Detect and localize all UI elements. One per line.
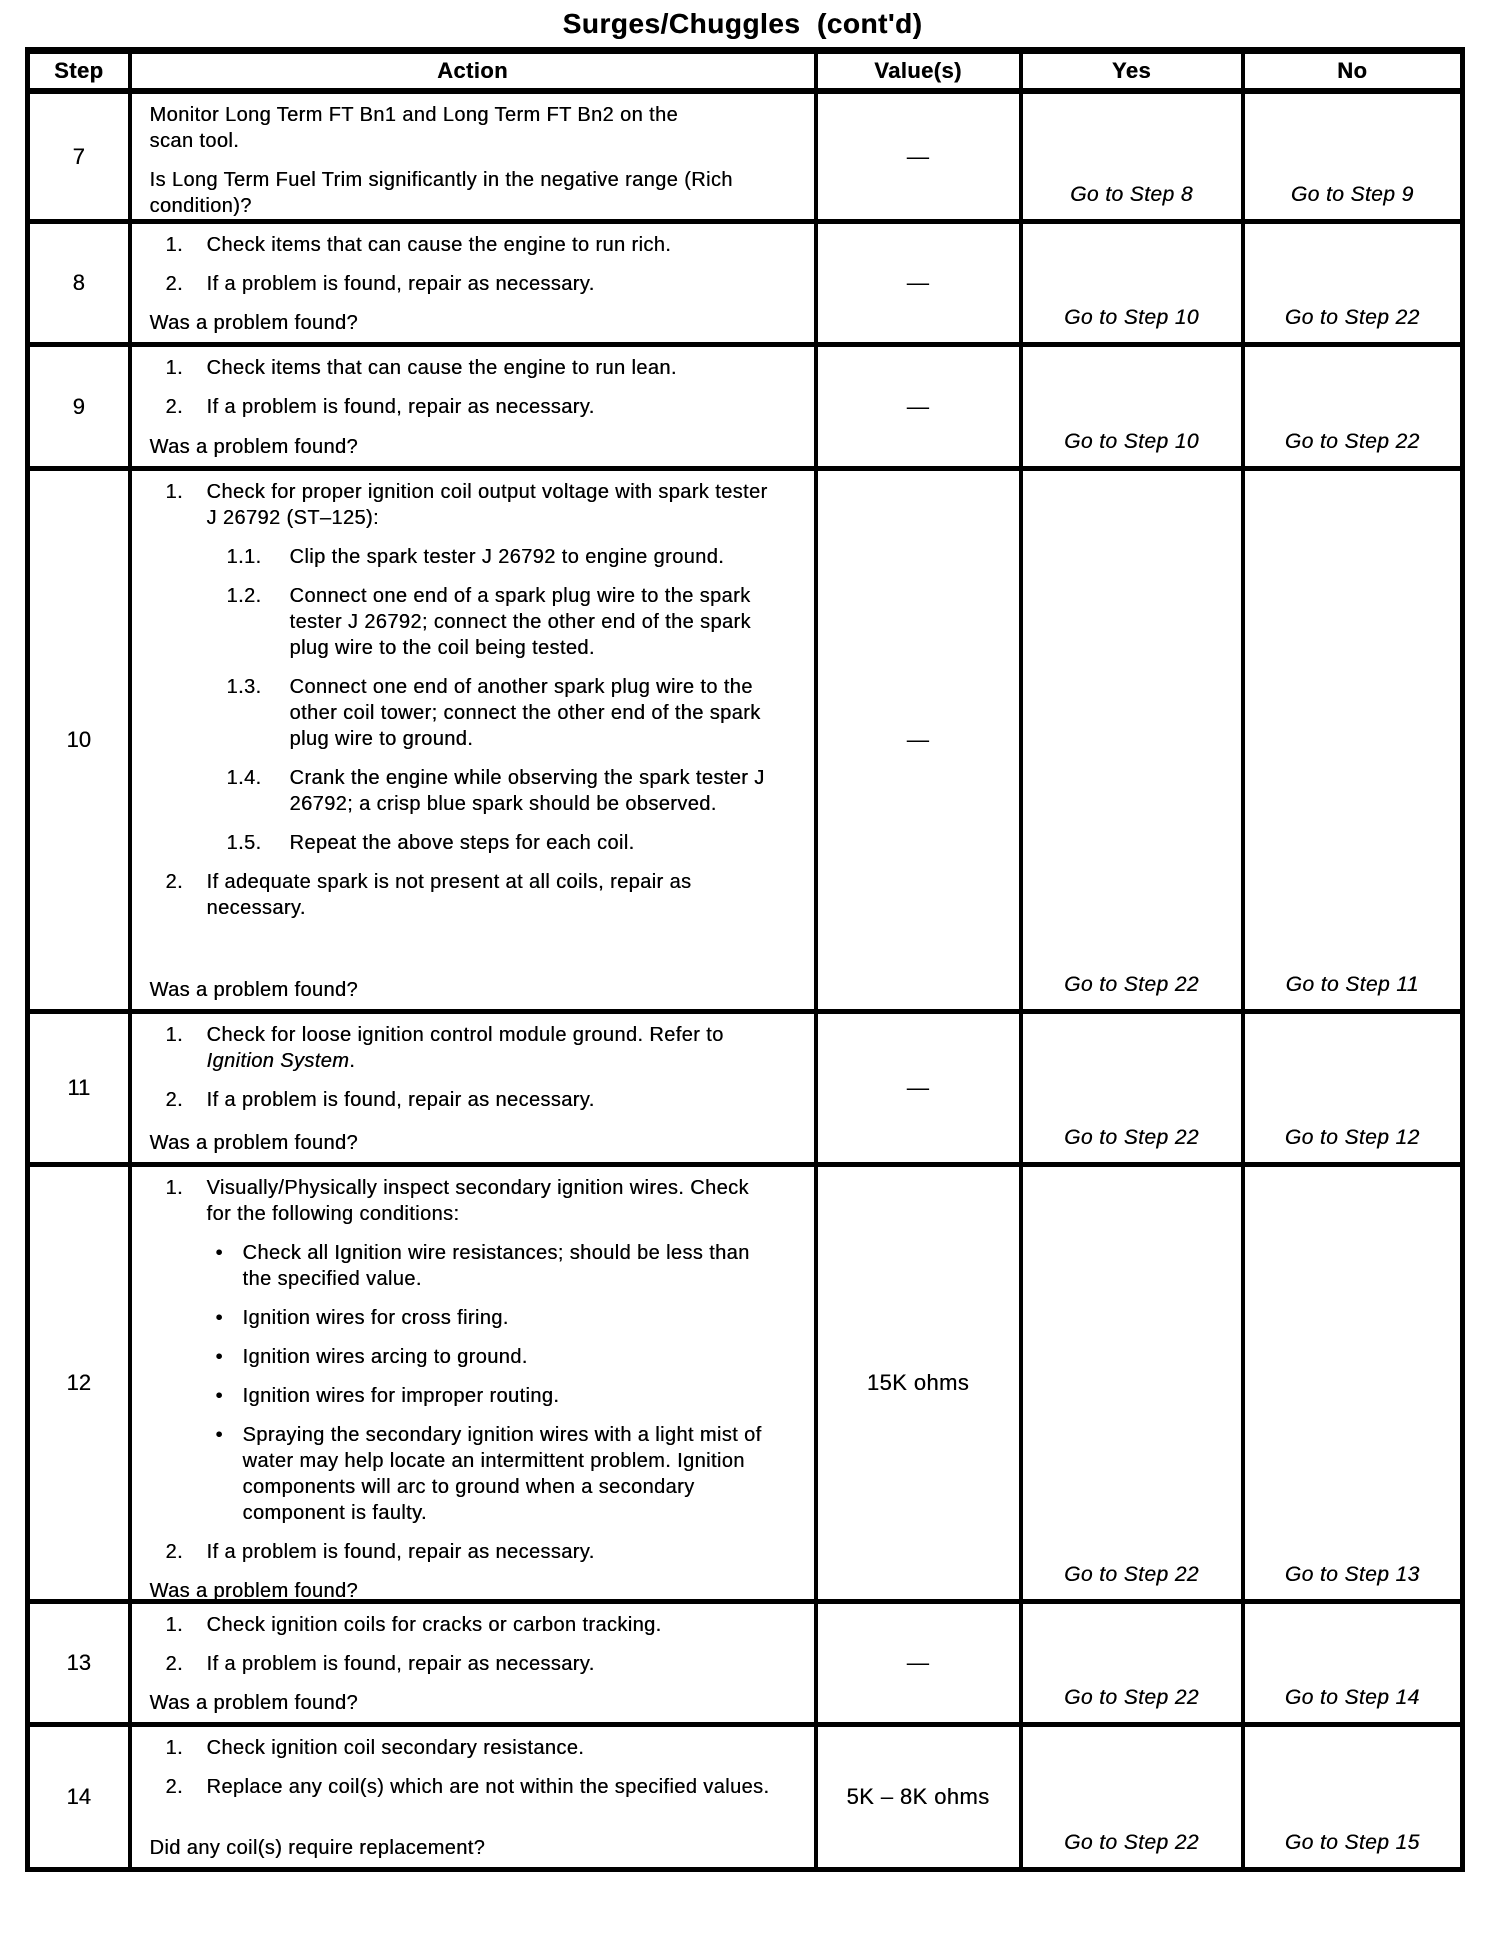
diagnostic-table [25, 47, 1465, 1872]
action-item-num [132, 1175, 774, 1227]
step-cell: 14 [28, 1725, 130, 1870]
action-list [132, 347, 814, 466]
table-row [28, 1012, 1463, 1165]
item-number: 2. [165, 273, 183, 295]
action-item-num [132, 1774, 774, 1800]
action-item-num [132, 394, 774, 420]
action-cell [130, 345, 816, 469]
action-text: Check for loose ignition control module ground. Refer to [206, 1024, 724, 1046]
action-item-bullet [132, 1383, 774, 1409]
item-number: 1.2. [226, 585, 262, 607]
value-cell: 5K – 8K ohms [816, 1725, 1021, 1870]
action-item-bullet [132, 1305, 774, 1331]
action-item-sub [132, 544, 774, 570]
item-text: If a problem is found, repair as necessary. [206, 1653, 595, 1675]
item-text: Spraying the secondary ignition wires with a light mist of water may help locate an intermittent problem. Ignition components will arc to ground when a secondary component is faulty. [242, 1424, 762, 1524]
action-cell [130, 1725, 816, 1870]
no-cell: Go to Step 12 [1243, 1012, 1463, 1165]
item-text: Clip the spark tester J 26792 to engine ground. [289, 546, 725, 568]
action-item-num [132, 1022, 774, 1074]
action-list [132, 1167, 814, 1602]
action-cell [130, 1012, 816, 1165]
column-header-step: Step [28, 51, 130, 92]
yes-cell: Go to Step 10 [1021, 222, 1243, 345]
action-item-question: Was a problem found? [149, 1692, 358, 1714]
action-item-num [132, 355, 774, 381]
no-cell: Go to Step 15 [1243, 1725, 1463, 1870]
yes-cell: Go to Step 22 [1021, 1725, 1243, 1870]
item-text: Check items that can cause the engine to run rich. [206, 234, 672, 256]
yes-cell: Go to Step 8 [1021, 91, 1243, 222]
item-number: 1. [165, 1737, 183, 1759]
action-item-num [132, 869, 774, 921]
column-header-values: Value(s) [816, 51, 1021, 92]
table-row [28, 345, 1463, 469]
item-number: 2. [165, 1776, 183, 1798]
no-cell: Go to Step 14 [1243, 1602, 1463, 1725]
table-row [28, 1165, 1463, 1602]
table-body [28, 91, 1463, 1870]
item-text: Check all Ignition wire resistances; should be less than the specified value. [242, 1242, 750, 1290]
table-row [28, 91, 1463, 222]
action-item-num [132, 1651, 774, 1677]
item-number: 2. [165, 396, 183, 418]
item-text: Check items that can cause the engine to run lean. [206, 357, 677, 379]
yes-cell: Go to Step 22 [1021, 1602, 1243, 1725]
no-cell: Go to Step 9 [1243, 91, 1463, 222]
action-item-num [132, 1735, 774, 1761]
value-cell: — [816, 1602, 1021, 1725]
bullet-marker: • [215, 1346, 223, 1368]
no-cell: Go to Step 22 [1243, 345, 1463, 469]
action-list [132, 94, 814, 219]
action-item-question: Is Long Term Fuel Trim significantly in the negative range (Rich condition)? [149, 169, 733, 217]
item-text: Connect one end of another spark plug wire to the other coil tower; connect the other end of the spark plug wire to ground. [289, 676, 761, 750]
no-cell: Go to Step 13 [1243, 1165, 1463, 1602]
column-header-no: No [1243, 51, 1463, 92]
action-item-bullet [132, 1344, 774, 1370]
item-number: 1. [165, 234, 183, 256]
item-number: 1.3. [226, 676, 262, 698]
action-item-num [132, 1612, 774, 1638]
action-item-sub [132, 583, 774, 661]
item-text: Check ignition coil secondary resistance. [206, 1737, 585, 1759]
item-text: If a problem is found, repair as necessary. [206, 273, 595, 295]
item-text: Visually/Physically inspect secondary ignition wires. Check for the following conditions: [206, 1177, 749, 1225]
bullet-marker: • [215, 1385, 223, 1407]
item-number: 1.5. [226, 832, 262, 854]
item-text: Ignition wires for improper routing. [242, 1385, 560, 1407]
action-cell [130, 1165, 816, 1602]
action-item-num [132, 479, 774, 531]
value-cell: — [816, 91, 1021, 222]
item-number: 2. [165, 1089, 183, 1111]
yes-cell: Go to Step 22 [1021, 1165, 1243, 1602]
action-item-question: Was a problem found? [149, 312, 358, 334]
item-text: Ignition wires for cross firing. [242, 1307, 509, 1329]
step-cell: 13 [28, 1602, 130, 1725]
column-header-action: Action [130, 51, 816, 92]
item-number: 1. [165, 1177, 183, 1199]
action-cell [130, 469, 816, 1012]
step-cell: 11 [28, 1012, 130, 1165]
yes-cell: Go to Step 22 [1021, 1012, 1243, 1165]
item-number: 1.1. [226, 546, 262, 568]
action-item-question: Did any coil(s) require replacement? [149, 1837, 486, 1859]
italic-reference-text: Ignition System [206, 1050, 350, 1072]
item-number: 1.4. [226, 767, 262, 789]
item-text: If a problem is found, repair as necessary. [206, 396, 595, 418]
item-number: 2. [165, 1541, 183, 1563]
item-text: If a problem is found, repair as necessary. [206, 1541, 595, 1563]
item-number: 1. [165, 357, 183, 379]
item-number: 1. [165, 481, 183, 503]
item-text: Crank the engine while observing the spark tester J 26792; a crisp blue spark should be observed. [289, 767, 765, 815]
item-number: 1. [165, 1614, 183, 1636]
bullet-marker: • [215, 1424, 223, 1446]
action-item-question: Was a problem found? [149, 979, 358, 1001]
no-cell: Go to Step 22 [1243, 222, 1463, 345]
action-item-num [132, 1087, 774, 1113]
action-list [132, 224, 814, 342]
item-text [207, 1024, 724, 1072]
step-cell: 8 [28, 222, 130, 345]
action-item-num [132, 1539, 774, 1565]
action-cell [130, 1602, 816, 1725]
action-item-question: Was a problem found? [149, 1580, 358, 1602]
value-cell: 15K ohms [816, 1165, 1021, 1602]
action-list [132, 471, 814, 1009]
step-cell: 9 [28, 345, 130, 469]
item-text: Check ignition coils for cracks or carbon tracking. [206, 1614, 662, 1636]
table-row [28, 469, 1463, 1012]
action-cell [130, 91, 816, 222]
column-header-yes: Yes [1021, 51, 1243, 92]
value-cell: — [816, 222, 1021, 345]
step-cell: 10 [28, 469, 130, 1012]
value-cell: — [816, 345, 1021, 469]
action-list [132, 1014, 814, 1162]
value-cell: — [816, 469, 1021, 1012]
item-text: Check for proper ignition coil output voltage with spark tester J 26792 (ST–125): [206, 481, 768, 529]
table-row [28, 1602, 1463, 1725]
item-number: 2. [165, 1653, 183, 1675]
no-cell: Go to Step 11 [1243, 469, 1463, 1012]
action-item-num [132, 232, 774, 258]
item-text: Ignition wires arcing to ground. [242, 1346, 528, 1368]
item-number: 2. [165, 871, 183, 893]
action-item-sub [132, 674, 774, 752]
bullet-marker: • [215, 1307, 223, 1329]
table-row [28, 1725, 1463, 1870]
action-item-para: Monitor Long Term FT Bn1 and Long Term FT Bn2 on the scan tool. [149, 104, 678, 152]
action-item-sub [132, 830, 774, 856]
action-item-num [132, 271, 774, 297]
action-item-sub [132, 765, 774, 817]
item-text: If adequate spark is not present at all coils, repair as necessary. [206, 871, 692, 919]
table-row [28, 222, 1463, 345]
action-item-bullet [132, 1240, 774, 1292]
action-list [132, 1604, 814, 1722]
action-item-question: Was a problem found? [149, 436, 358, 458]
item-text: Replace any coil(s) which are not within the specified values. [206, 1776, 770, 1798]
action-item-bullet [132, 1422, 774, 1526]
yes-cell: Go to Step 22 [1021, 469, 1243, 1012]
action-item-question: Was a problem found? [149, 1132, 358, 1154]
header-row [28, 51, 1463, 92]
step-cell: 7 [28, 91, 130, 222]
page-title: Surges/Chuggles (cont'd) [562, 8, 923, 39]
item-text: If a problem is found, repair as necessary. [206, 1089, 595, 1111]
step-cell: 12 [28, 1165, 130, 1602]
item-number: 1. [165, 1024, 183, 1046]
action-text: . [349, 1050, 356, 1072]
yes-cell: Go to Step 10 [1021, 345, 1243, 469]
bullet-marker: • [215, 1242, 223, 1264]
item-text: Repeat the above steps for each coil. [289, 832, 635, 854]
action-cell [130, 222, 816, 345]
item-text: Connect one end of a spark plug wire to the spark tester J 26792; connect the other end of the spark plug wire to the coil being tested. [289, 585, 751, 659]
value-cell: — [816, 1012, 1021, 1165]
action-list [132, 1727, 814, 1867]
